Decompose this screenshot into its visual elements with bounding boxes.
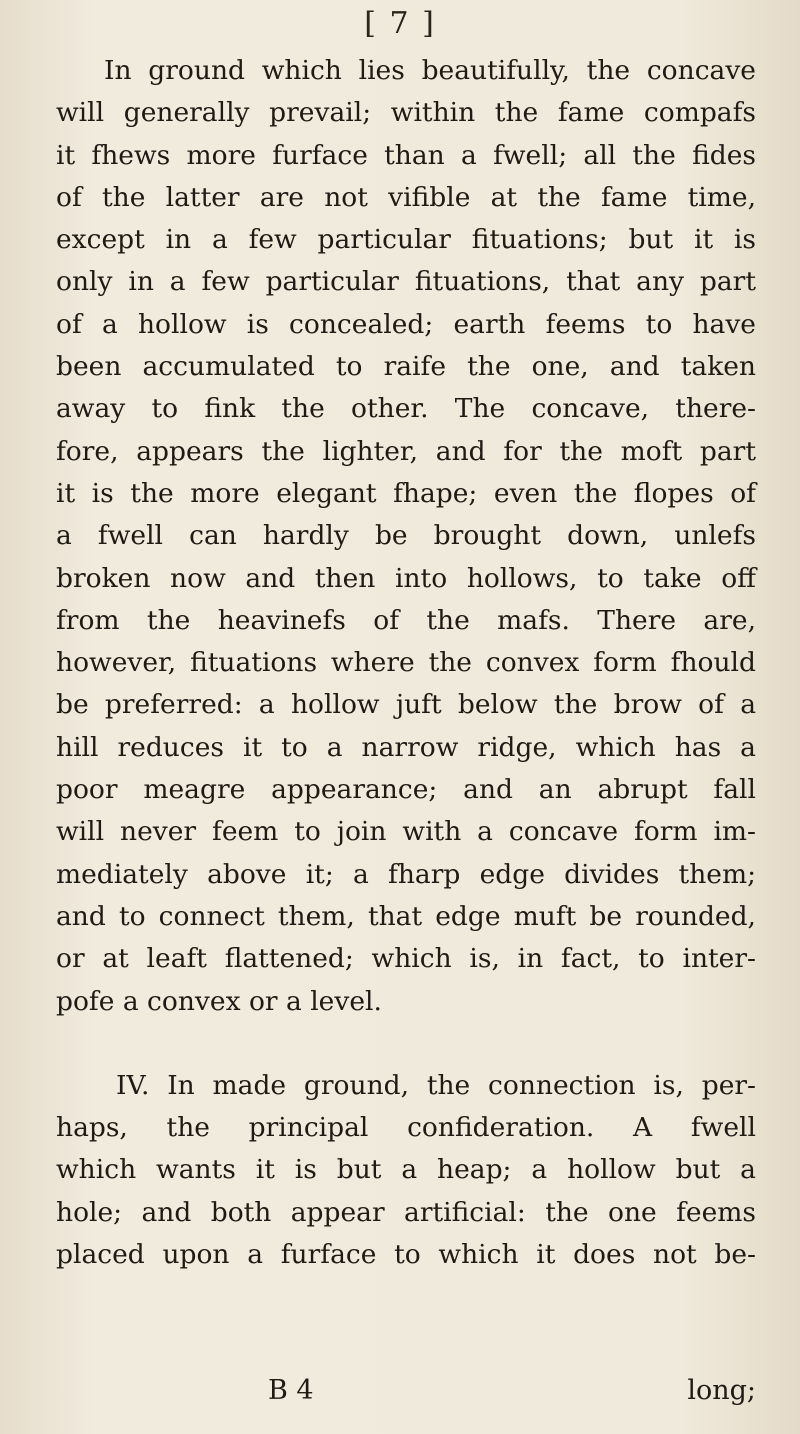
text-line: it fhews more furface than a fwell; all the fides (56, 139, 756, 171)
text-line: broken now and then into hollows, to take off (56, 562, 756, 594)
text-line: only in a few particular fituations, that any part (56, 266, 756, 298)
text-line: which wants it is but a heap; a hollow but a (56, 1154, 756, 1186)
text-line: pofe a convex or a level. (56, 985, 382, 1017)
paragraph-2 (56, 1065, 756, 1276)
body-text (56, 50, 756, 1276)
signature-mark: B 4 (268, 1375, 314, 1406)
text-line: of a hollow is concealed; earth feems to have (56, 308, 756, 340)
text-line: hole; and both appear artificial: the one feems (56, 1196, 756, 1228)
text-line: will generally prevail; within the fame compafs (56, 97, 756, 129)
text-line: however, fituations where the convex form fhould (56, 647, 756, 679)
text-line: hill reduces it to a narrow ridge, which has a (56, 731, 756, 763)
catchword: long; (687, 1375, 756, 1406)
text-line: mediately above it; a fharp edge divides them; (56, 858, 756, 890)
text-line: been accumulated to raife the one, and taken (56, 351, 756, 383)
text-line: In ground which lies beautifully, the concave (104, 55, 756, 86)
text-line: IV. In made ground, the connection is, per- (116, 1069, 756, 1101)
text-line: haps, the principal confideration. A fwell (56, 1112, 756, 1144)
text-line: a fwell can hardly be brought down, unlefs (56, 520, 756, 552)
text-line: except in a few particular fituations; but it is (56, 224, 756, 256)
paragraph-gap (56, 1023, 756, 1065)
text-line: fore, appears the lighter, and for the moft part (56, 435, 756, 467)
text-line: of the latter are not vifible at the fame time, (56, 181, 756, 213)
text-line: it is the more elegant fhape; even the flopes of (56, 477, 756, 509)
page-number-header: [ 7 ] (364, 6, 436, 41)
text-line: away to fink the other. The concave, there- (56, 393, 756, 425)
text-line: poor meagre appearance; and an abrupt fall (56, 774, 756, 806)
text-line: or at leaft flattened; which is, in fact, to inter- (56, 943, 756, 975)
page-footer (56, 1370, 756, 1412)
text-line: and to connect them, that edge muft be rounded, (56, 900, 756, 932)
paragraph-1 (56, 50, 756, 1023)
text-line: from the heavinefs of the mafs. There are, (56, 604, 756, 636)
text-line: be preferred: a hollow juft below the brow of a (56, 689, 756, 721)
text-line: placed upon a furface to which it does not be- (56, 1239, 756, 1271)
text-line: will never feem to join with a concave form im- (56, 816, 756, 848)
